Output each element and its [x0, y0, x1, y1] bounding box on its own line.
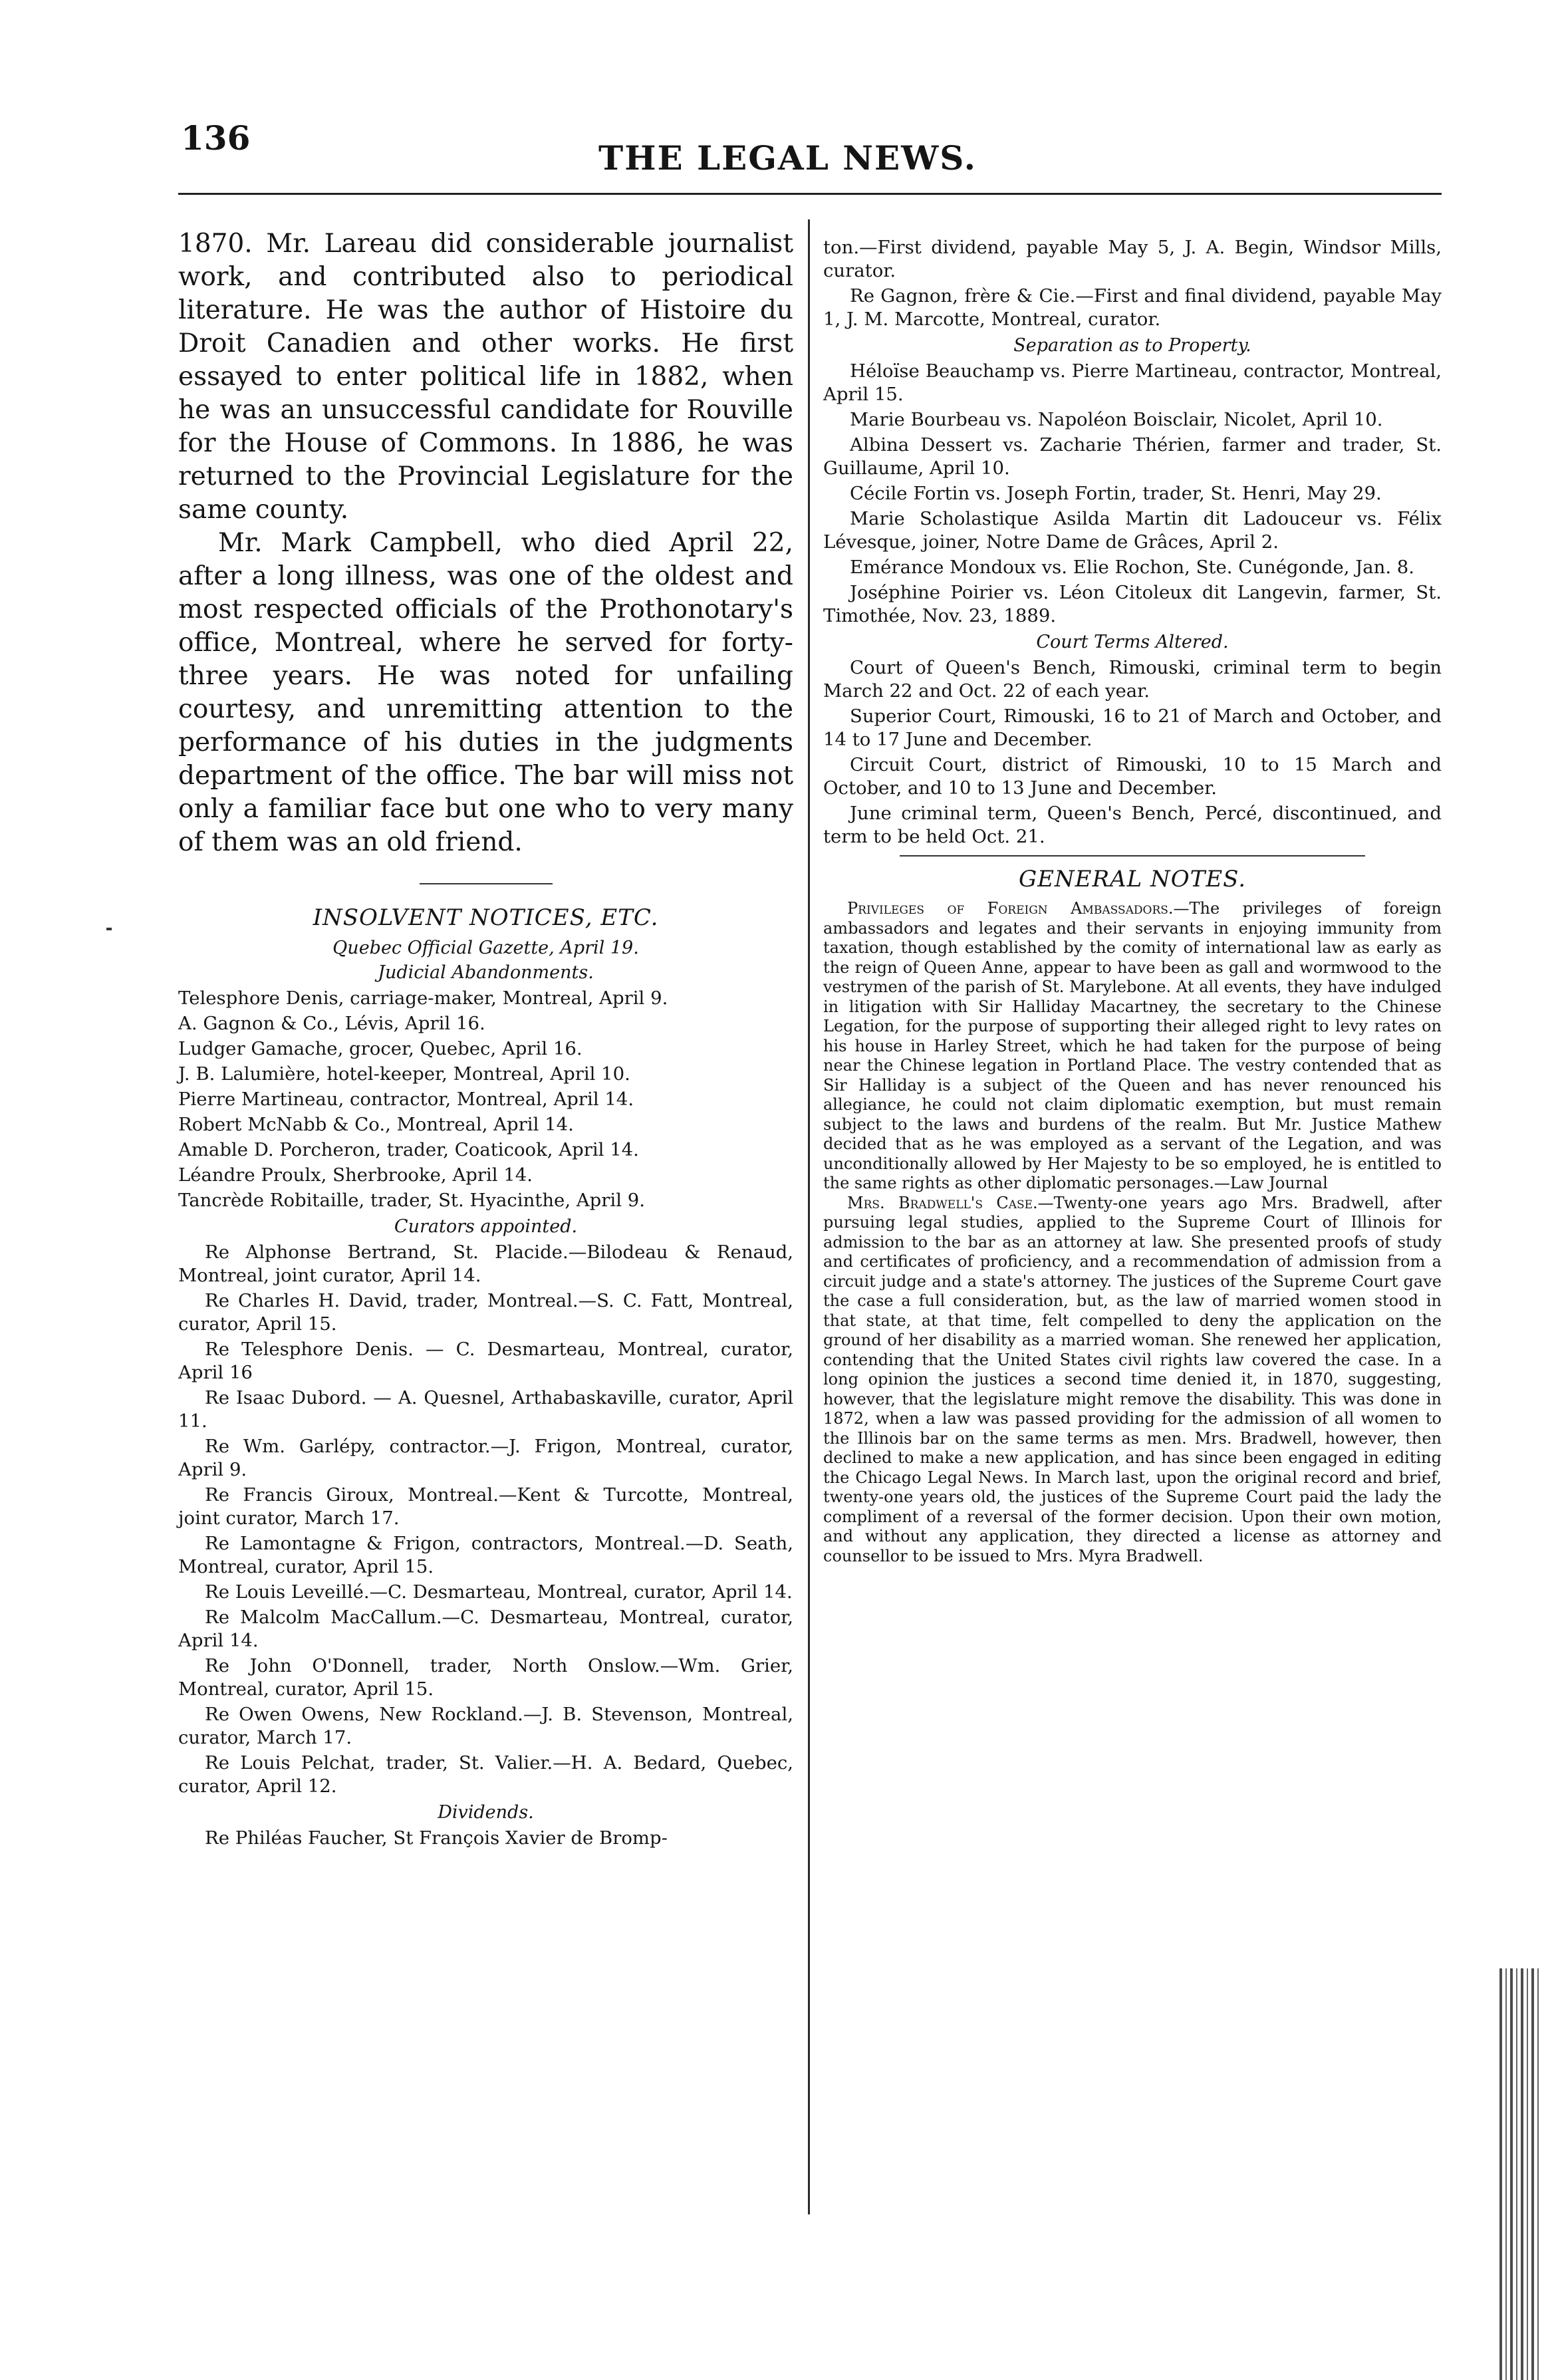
abandonment-list	[178, 987, 793, 1212]
list-item: Léandre Proulx, Sherbrooke, April 14.	[178, 1164, 533, 1186]
list-item: Re Francis Giroux, Montreal.—Kent & Turcotte, Montreal, joint curator, March 17.	[178, 1484, 793, 1529]
list-item: A. Gagnon & Co., Lévis, April 16.	[178, 1013, 485, 1034]
list-item: Circuit Court, district of Rimouski, 10 to 15 March and October, and 10 to 13 June and December.	[823, 754, 1442, 799]
dividend-continuation: ton.—First dividend, payable May 5, J. A. Begin, Windsor Mills, curator.	[823, 237, 1442, 281]
ambassadors-note	[823, 899, 1442, 1194]
list-item: Marie Scholastique Asilda Martin dit Ladouceur vs. Félix Lévesque, joiner, Notre Dame de Grâces, April 2.	[823, 508, 1442, 553]
column-rule	[808, 219, 810, 2214]
note-body: —The privileges of foreign ambassadors and legates and their servants in enjoying immunity from taxation, though established by the comity of international law as early as the reign of Queen Anne, appear to have been as gall and wormwood to the vestrymen of the parish of St. Marylebone. At all events, they have indulged in litigation with Sir Halliday Macartney, the secretary to the Chinese Legation, for the purpose of supporting their alleged right to levy rates on his house in Harley Street, which he had taken for the purpose of being near the Chinese legation in Portland Place. The vestry contended that as Sir Halliday is a subject of the Queen and has never renounced his allegiance, he could not claim diplomatic exemption, but must remain subject to the laws and burdens of the realm. But Mr. Justice Mathew decided that as he was employed as a servant of the Legation, and was unconditionally allowed by Her Majesty to be so employed, he is entitled to the same rights as other diplomatic personages.—Law Journal	[823, 899, 1442, 1192]
list-item: Re Charles H. David, trader, Montreal.—S. C. Fatt, Montreal, curator, April 15.	[178, 1290, 793, 1335]
dividend-entry: Re Gagnon, frère & Cie.—First and final dividend, payable May 1, J. M. Marcotte, Montreal, curator.	[823, 285, 1442, 330]
dividends-heading: Dividends.	[438, 1802, 534, 1823]
list-item: Re Isaac Dubord. — A. Quesnel, Arthabaskaville, curator, April 11.	[178, 1387, 793, 1432]
list-item: June criminal term, Queen's Bench, Percé, discontinued, and term to be held Oct. 21.	[823, 803, 1442, 847]
list-item: Marie Bourbeau vs. Napoléon Boisclair, Nicolet, April 10.	[850, 409, 1383, 430]
list-item: Ludger Gamache, grocer, Quebec, April 16.	[178, 1038, 582, 1059]
list-item: Pierre Martineau, contractor, Montreal, April 14.	[178, 1089, 634, 1110]
campbell-paragraph: Mr. Mark Campbell, who died April 22, after a long illness, was one of the oldest and most respected officials of the Prothonotary's office, Montreal, where he served for forty-three years. He was noted for unfailing courtesy, and unremitting attention to the performance of his duties in the judgments department of the office. The bar will miss not only a familiar face but one who to very many of them was an old friend.	[178, 528, 793, 857]
separation-list	[823, 360, 1442, 628]
list-item: J. B. Lalumière, hotel-keeper, Montreal, April 10.	[178, 1063, 630, 1085]
list-item: Re Louis Leveillé.—C. Desmarteau, Montreal, curator, April 14.	[205, 1581, 793, 1603]
right-column	[823, 236, 1442, 1566]
curators-heading: Curators appointed.	[394, 1216, 578, 1237]
note-title: Privileges of Foreign Ambassadors.	[847, 899, 1174, 918]
bradwell-note	[823, 1194, 1442, 1567]
separation-heading: Separation as to Property.	[1013, 335, 1251, 356]
list-item: Re Lamontagne & Frigon, contractors, Montreal.—D. Seath, Montreal, curator, April 15.	[178, 1533, 793, 1577]
running-title: THE LEGAL NEWS.	[598, 138, 977, 178]
list-item: Re Malcolm MacCallum.—C. Desmarteau, Montreal, curator, April 14.	[178, 1607, 793, 1651]
list-item: Telesphore Denis, carriage-maker, Montreal, April 9.	[178, 988, 668, 1009]
list-item: Re Wm. Garlépy, contractor.—J. Frigon, Montreal, curator, April 9.	[178, 1436, 793, 1480]
section-divider	[420, 883, 553, 884]
dividend-entry: Re Philéas Faucher, St François Xavier de Bromp-	[205, 1827, 668, 1849]
list-item: Amable D. Porcheron, trader, Coaticook, April 14.	[178, 1139, 639, 1160]
lareau-paragraph: 1870. Mr. Lareau did considerable journalist work, and contributed also to periodical literature. He was the author of Histoire du Droit Canadien and other works. He first essayed to enter political life in 1882, when he was an unsuccessful candidate for Rouville for the House of Commons. In 1886, he was returned to the Provincial Legislature for the same county.	[178, 229, 793, 525]
court-terms-heading: Court Terms Altered.	[1036, 632, 1229, 652]
list-item: Cécile Fortin vs. Joseph Fortin, trader, St. Henri, May 29.	[850, 483, 1382, 504]
section-divider	[900, 855, 1365, 857]
list-item: Héloïse Beauchamp vs. Pierre Martineau, contractor, Montreal, April 15.	[823, 360, 1442, 405]
list-item: Re Louis Pelchat, trader, St. Valier.—H. A. Bedard, Quebec, curator, April 12.	[178, 1752, 793, 1797]
list-item: Re Alphonse Bertrand, St. Placide.—Bilodeau & Renaud, Montreal, joint curator, April 14.	[178, 1242, 793, 1286]
list-item: Re Telesphore Denis. — C. Desmarteau, Montreal, curator, April 16	[178, 1339, 793, 1383]
insolvent-heading: INSOLVENT NOTICES, ETC.	[313, 904, 659, 931]
note-body: —Twenty-one years ago Mrs. Bradwell, after pursuing legal studies, applied to the Supreme Court of Illinois for admission to the bar as an attorney at law. She presented proofs of study and certificates of proficiency, and a recommendation of admission from a circuit judge and a state's attorney. The justices of the Supreme Court gave the case a full consideration, but, as the law of married women stood in that state, at that time, felt compelled to deny the application on the ground of her disability as a married woman. She renewed her application, contending that the United States civil rights law covered the case. In a long opinion the justices a second time denied it, in 1870, suggesting, however, that the legislature might remove the disability. This was done in 1872, when a law was passed providing for the admission of all women to the Illinois bar on the same terms as men. Mrs. Bradwell, however, then declined to make a new application, and has since been engaged in editing the Chicago Legal News. In March last, upon the original record and brief, twenty-one years old, the justices of the Supreme Court paid the lady the compliment of a reversal of the former decision. Upon their own motion, and without any application, they directed a license as attorney and counsellor to be issued to Mrs. Myra Bradwell.	[823, 1193, 1442, 1565]
list-item: Superior Court, Rimouski, 16 to 21 of March and October, and 14 to 17 June and December.	[823, 706, 1442, 750]
header-rule	[178, 193, 1442, 195]
list-item: Joséphine Poirier vs. Léon Citoleux dit Langevin, farmer, St. Timothée, Nov. 23, 1889.	[823, 582, 1442, 626]
gazette-line: Quebec Official Gazette, April 19.	[332, 938, 639, 958]
curator-list	[178, 1241, 793, 1798]
list-item: Court of Queen's Bench, Rimouski, criminal term to begin March 22 and Oct. 22 of each year.	[823, 657, 1442, 702]
list-item: Emérance Mondoux vs. Elie Rochon, Ste. Cunégonde, Jan. 8.	[850, 557, 1415, 578]
list-item: Albina Dessert vs. Zacharie Thérien, farmer and trader, St. Guillaume, April 10.	[823, 434, 1442, 479]
judicial-heading: Judicial Abandonments.	[378, 962, 594, 983]
list-item: Re Owen Owens, New Rockland.—J. B. Stevenson, Montreal, curator, March 17.	[178, 1704, 793, 1748]
court-terms-list	[823, 656, 1442, 849]
margin-mark	[106, 928, 112, 930]
page-number: 136	[181, 118, 251, 158]
note-title: Mrs. Bradwell's Case.	[847, 1193, 1038, 1212]
left-column	[178, 227, 793, 1852]
list-item: Re John O'Donnell, trader, North Onslow.—Wm. Grier, Montreal, curator, April 15.	[178, 1655, 793, 1700]
list-item: Robert McNabb & Co., Montreal, April 14.	[178, 1114, 574, 1135]
paper-edge-texture	[1499, 1968, 1539, 2380]
general-notes-heading: GENERAL NOTES.	[1018, 866, 1247, 892]
list-item: Tancrède Robitaille, trader, St. Hyacinthe, April 9.	[178, 1190, 645, 1211]
